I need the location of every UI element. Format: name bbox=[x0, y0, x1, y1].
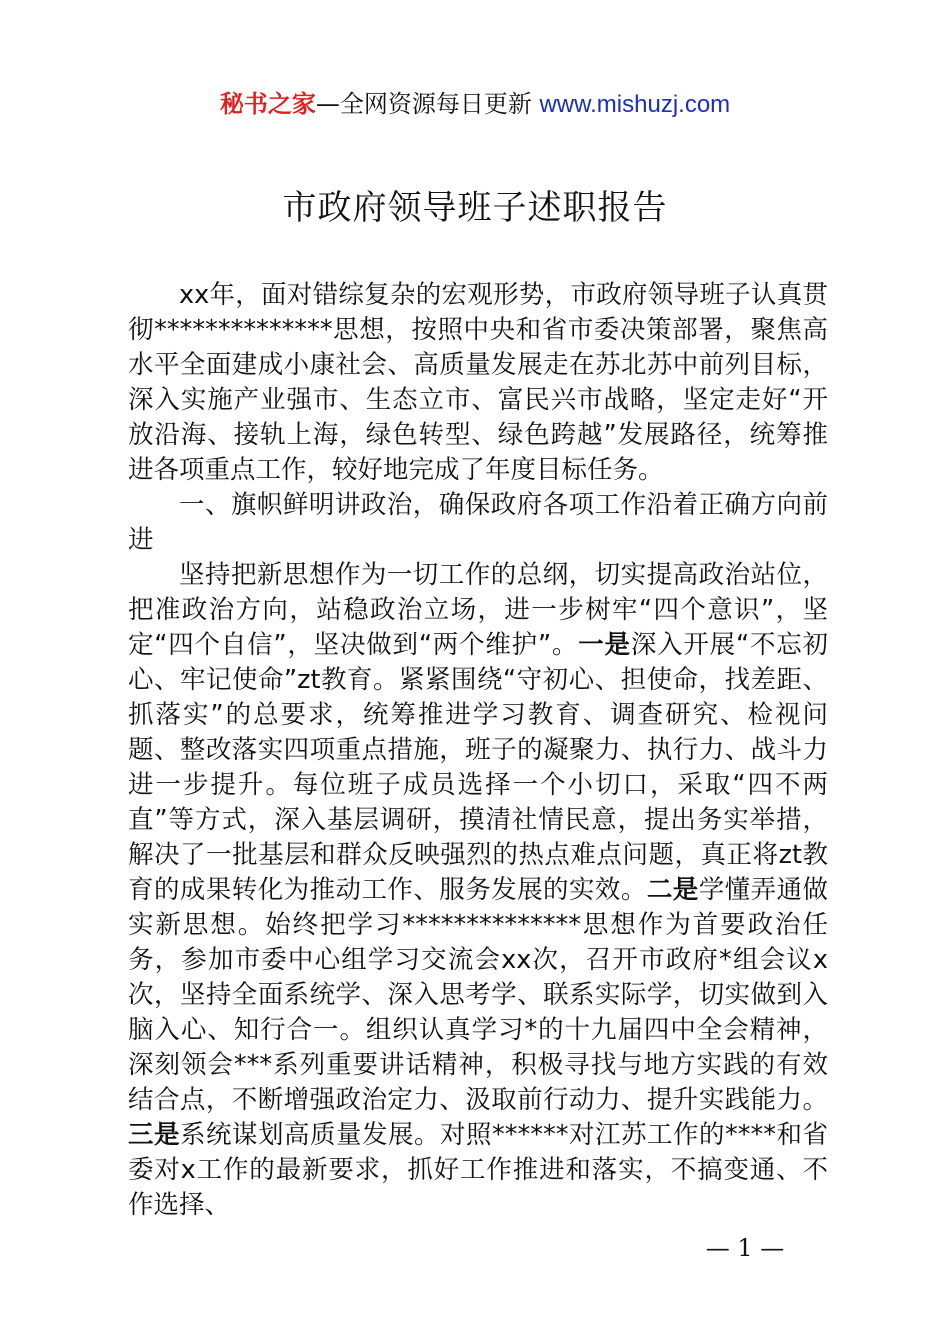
section-paragraph bbox=[128, 558, 828, 1223]
intro-paragraph: xx年，面对错综复杂的宏观形势，市政府领导班子认真贯彻**************思想，按照中央和省市委决策部署，聚焦高水平全面建成小康社会、高质量发展走在苏北苏中前列目标，深入实施产业强市、生态立市、富民兴市战略，坚定走好“开放沿海、接轨上海，绿色转型、绿色跨越”发展路径，统筹推进各项重点工作，较好地完成了年度目标任务。 bbox=[128, 280, 828, 485]
page-number: — 1 — bbox=[705, 1234, 785, 1262]
site-url[interactable]: www.mishuzj.com bbox=[539, 91, 731, 118]
section-heading: 一、旗帜鲜明讲政治，确保政府各项工作沿着正确方向前进 bbox=[128, 490, 828, 555]
document-body bbox=[128, 278, 828, 1223]
point-label-2: 二是 bbox=[646, 875, 699, 905]
paragraph-text: 系统谋划高质量发展。对照******对江苏工作的****和省委对x工作的最新要求，抓好工作推进和落实，不搞变通、不作选择、 bbox=[128, 1120, 828, 1220]
paragraph-text: 学懂弄通做实新思想。始终把学习**************思想作为首要政治任务，参加市委中心组学习交流会xx次，召开市政府*组会议x次，坚持全面系统学、深入思考学、联系实际学，切实做到入脑入心、知行合一。组织认真学习*的十九届四中全会精神，深刻领会***系列重要讲话精神，积极寻找与地方实践的有效结合点，不断增强政治定力、汲取前行动力、提升实践能力。 bbox=[128, 875, 828, 1115]
point-label-1: 一是 bbox=[578, 630, 631, 660]
paragraph-text: 坚持把新思想作为一切工作的总纲，切实提高政治站位，把准政治方向，站稳政治立场，进一步树牢“四个意识”，坚定“四个自信”，坚决做到“两个维护”。 bbox=[128, 560, 828, 660]
site-brand: 秘书之家 bbox=[219, 90, 316, 118]
site-slogan: —全网资源每日更新 bbox=[315, 90, 540, 118]
paragraph-text: 深入开展“不忘初心、牢记使命”zt教育。紧紧围绕“守初心、担使命，找差距、抓落实”的总要求，统筹推进学习教育、调查研究、检视问题、整改落实四项重点措施，班子的凝聚力、执行力、战斗力进一步提升。每位班子成员选择一个小切口，采取“四不两直”等方式，深入基层调研，摸清社情民意，提出务实举措，解决了一批基层和群众反映强烈的热点难点问题，真正将zt教育的成果转化为推动工作、服务发展的实效。 bbox=[128, 630, 829, 905]
document-title: 市政府领导班子述职报告 bbox=[282, 188, 668, 228]
point-label-3: 三是 bbox=[128, 1120, 180, 1150]
site-header bbox=[0, 88, 950, 121]
